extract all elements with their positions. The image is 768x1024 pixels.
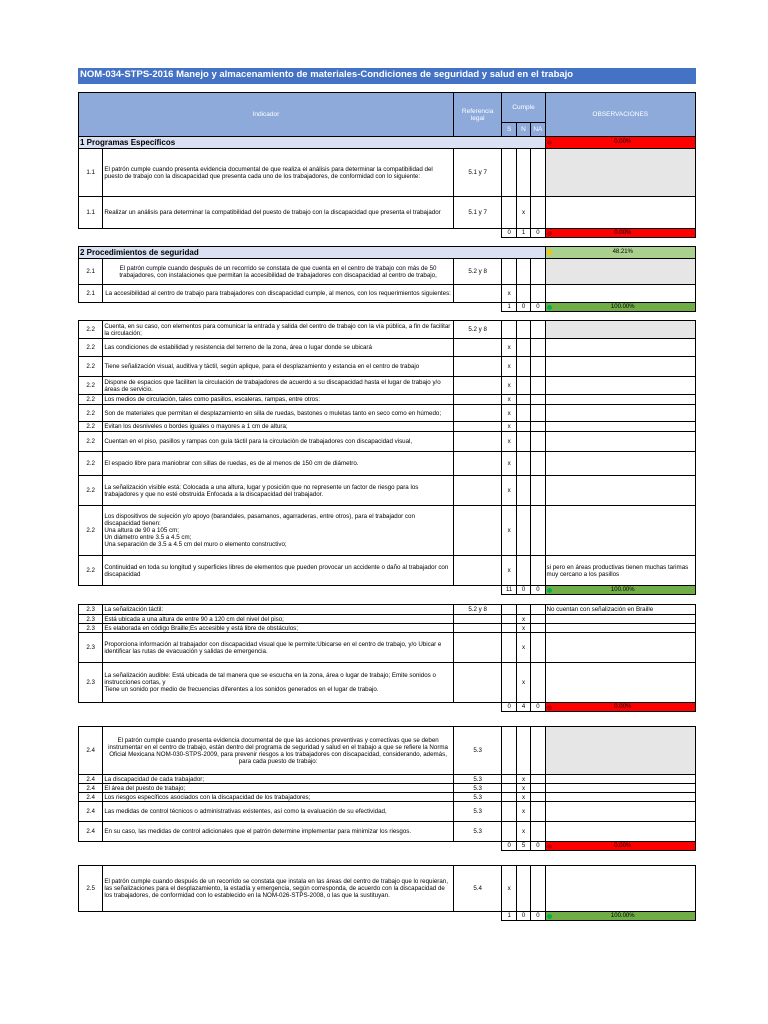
row-cumple-n[interactable]: x [516, 624, 530, 633]
row-cumple-na[interactable] [531, 727, 545, 775]
header-na: NA [531, 123, 545, 137]
row-indicator-text: En su caso, las medidas de control adicionales que el patrón determine implementar para minimizar los riesgos. [103, 822, 454, 842]
row-cumple-s[interactable] [502, 663, 516, 703]
totals-row [79, 912, 696, 921]
row-observaciones[interactable] [545, 395, 695, 405]
row-cumple-s[interactable]: x [502, 339, 516, 357]
row-cumple-n[interactable] [516, 149, 530, 197]
row-cumple-na[interactable] [531, 377, 545, 395]
row-cumple-s[interactable]: x [502, 285, 516, 303]
total-s: 0 [502, 703, 516, 712]
header-observaciones: OBSERVACIONES [545, 93, 695, 137]
row-number: 2.2 [79, 405, 103, 422]
row-number: 2.2 [79, 452, 103, 476]
row-observaciones[interactable] [545, 422, 695, 432]
total-s: 0 [502, 229, 516, 238]
row-cumple-n[interactable]: x [516, 663, 530, 703]
table-row [79, 775, 696, 784]
total-percentage-value: 0.00% [614, 229, 632, 236]
section-percentage-value: 0.00% [614, 139, 632, 145]
total-n: 0 [516, 586, 530, 595]
table-row [79, 395, 696, 405]
header-indicador: Indicador [79, 93, 454, 137]
row-cumple-s[interactable]: x [502, 866, 516, 912]
row-cumple-s[interactable] [502, 793, 516, 802]
total-n: 4 [516, 703, 530, 712]
total-s: 11 [502, 586, 516, 595]
row-cumple-s[interactable] [502, 633, 516, 663]
total-percentage [545, 229, 695, 238]
row-cumple-n[interactable] [516, 357, 530, 377]
row-reference [453, 663, 502, 703]
row-observaciones[interactable] [545, 377, 695, 395]
row-indicator-text: Las medidas de control técnicos o administrativas existentes, así como la evaluación de su efectividad, [103, 802, 454, 822]
row-cumple-s[interactable] [502, 615, 516, 624]
row-cumple-s[interactable]: x [502, 476, 516, 506]
row-reference: 5.4 [453, 866, 502, 912]
row-number: 2.3 [79, 633, 103, 663]
row-reference [453, 432, 502, 452]
row-cumple-n[interactable]: x [516, 775, 530, 784]
row-reference [453, 377, 502, 395]
row-cumple-n[interactable]: x [516, 633, 530, 663]
total-na: 0 [531, 842, 545, 851]
row-reference [453, 506, 502, 556]
total-na: 0 [531, 229, 545, 238]
row-cumple-na[interactable] [531, 285, 545, 303]
row-indicator-text: Los riesgos específicos asociados con la discapacidad de los trabajadores; [103, 793, 454, 802]
row-cumple-na[interactable] [531, 506, 545, 556]
row-number: 2.3 [79, 663, 103, 703]
row-cumple-n[interactable]: x [516, 197, 530, 229]
row-number: 2.4 [79, 802, 103, 822]
table-row [79, 802, 696, 822]
row-reference [453, 633, 502, 663]
row-number: 2.4 [79, 822, 103, 842]
row-observaciones[interactable] [545, 663, 695, 703]
row-cumple-s[interactable]: x [502, 377, 516, 395]
row-observaciones[interactable] [545, 197, 695, 229]
row-cumple-n[interactable] [516, 432, 530, 452]
row-reference [453, 357, 502, 377]
row-reference: 5.3 [453, 793, 502, 802]
row-observaciones[interactable] [545, 633, 695, 663]
row-indicator-text: Continuidad en toda su longitud y superficies libres de elementos que pueden provocar un accidente o daño al trabajador con discapacidad [103, 556, 454, 586]
row-observaciones[interactable] [545, 727, 695, 775]
status-dot-icon [547, 588, 552, 593]
row-number: 2.1 [79, 285, 103, 303]
row-indicator-text: Proporciona información al trabajador con discapacidad visual que le permite:Ubicarse en el centro de trabajo, y/o Ubicar e identificar las rutas de evacuación y salidas de emergencia. [103, 633, 454, 663]
total-s: 1 [502, 912, 516, 921]
row-cumple-na[interactable] [531, 339, 545, 357]
row-observaciones[interactable] [545, 802, 695, 822]
row-observaciones[interactable] [545, 321, 695, 339]
row-cumple-s[interactable] [502, 624, 516, 633]
table-row [79, 727, 696, 775]
table-header-row [79, 93, 696, 123]
row-indicator-text: La señalización táctil: [103, 605, 454, 615]
section-title: 1 Programas Específicos [79, 137, 546, 149]
row-reference: 5.2 y 8 [453, 321, 502, 339]
total-na: 0 [531, 912, 545, 921]
row-cumple-s[interactable]: x [502, 432, 516, 452]
table-row [79, 633, 696, 663]
row-cumple-n[interactable] [516, 506, 530, 556]
total-na: 0 [531, 703, 545, 712]
table-row [79, 556, 696, 586]
row-cumple-na[interactable] [531, 822, 545, 842]
row-cumple-na[interactable] [531, 197, 545, 229]
table-row [79, 624, 696, 633]
row-indicator-text: La accesibilidad al centro de trabajo para trabajadores con discapacidad cumple, al menos, con los requerimientos siguientes: [103, 285, 454, 303]
row-indicator-text: Cuenta, en su caso, con elementos para comunicar la entrada y salida del centro de trabajo con la vía pública, a fin de facilitar la circulación; [103, 321, 454, 339]
row-cumple-n[interactable]: x [516, 802, 530, 822]
header-cumple: Cumple [502, 93, 545, 123]
row-reference [453, 395, 502, 405]
row-cumple-n[interactable] [516, 422, 530, 432]
row-reference [453, 624, 502, 633]
table-row [79, 405, 696, 422]
total-na: 0 [531, 586, 545, 595]
table-row [79, 339, 696, 357]
row-cumple-na[interactable] [531, 432, 545, 452]
row-observaciones[interactable] [545, 615, 695, 624]
section-title: 2 Procedimientos de seguridad [79, 247, 546, 259]
table-row [79, 259, 696, 285]
row-indicator-text: Los dispositivos de sujeción y/o apoyo (barandales, pasamanos, agarraderas, entre otros), para el trabajador con discapacidad tienen: Una altura de 90 a 105 cm; Un diámetro entre 3.5 a 4.5 cm; Una separación de 3.5 a 4.5 cm del muro o elemento constructivo; [103, 506, 454, 556]
row-cumple-s[interactable] [502, 822, 516, 842]
row-number: 2.2 [79, 377, 103, 395]
section-percentage-value: 48.21% [612, 249, 633, 255]
row-observaciones[interactable] [545, 432, 695, 452]
total-n: 1 [516, 229, 530, 238]
row-indicator-text: Dispone de espacios que faciliten la circulación de trabajadores de acuerdo a su discapacidad hasta el lugar de trabajo y/o áreas de servicio. [103, 377, 454, 395]
row-reference: 5.3 [453, 775, 502, 784]
row-observaciones[interactable] [545, 339, 695, 357]
row-reference [453, 556, 502, 586]
row-cumple-n[interactable]: x [516, 793, 530, 802]
checklist-sheet [78, 68, 696, 921]
row-indicator-text: El espacio libre para maniobrar con sillas de ruedas, es de al menos de 150 cm de diámetro. [103, 452, 454, 476]
row-indicator-text: Son de materiales que permitan el desplazamiento en silla de ruedas, bastones o muletas tanto en seco como en húmedo; [103, 405, 454, 422]
row-cumple-s[interactable] [502, 784, 516, 793]
row-number: 2.4 [79, 727, 103, 775]
status-dot-icon [547, 231, 552, 236]
row-cumple-na[interactable] [531, 259, 545, 285]
status-dot-icon [547, 140, 552, 145]
totals-row [79, 229, 696, 238]
row-cumple-na[interactable] [531, 321, 545, 339]
table-row [79, 149, 696, 197]
row-observaciones[interactable] [545, 259, 695, 285]
row-indicator-text: Es elaborada en código Braille;Es accesible y está libre de obstáculos; [103, 624, 454, 633]
row-cumple-s[interactable] [502, 259, 516, 285]
total-s: 0 [502, 842, 516, 851]
row-cumple-na[interactable] [531, 793, 545, 802]
row-cumple-na[interactable] [531, 784, 545, 793]
row-cumple-n[interactable]: x [516, 784, 530, 793]
row-cumple-n[interactable] [516, 259, 530, 285]
row-number: 2.2 [79, 357, 103, 377]
row-indicator-text: Los medios de circulación, tales como pasillos, escaleras, rampas, entre otros: [103, 395, 454, 405]
checklist-table [78, 92, 696, 921]
row-reference: 5.3 [453, 784, 502, 793]
table-row [79, 321, 696, 339]
row-cumple-s[interactable]: x [502, 506, 516, 556]
table-row [79, 663, 696, 703]
row-number: 2.2 [79, 556, 103, 586]
table-row [79, 866, 696, 912]
row-indicator-text: La señalización audible: Está ubicada de tal manera que se escucha en la zona, área o lugar de trabajo; Emite sonidos o instrucciones cortas, y Tiene un sonido por medio de frecuencias diferentes a los sonidos generados en el lugar de trabajo. [103, 663, 454, 703]
total-percentage [545, 703, 695, 712]
row-indicator-text: Las condiciones de estabilidad y resistencia del terreno de la zona, área o lugar donde se ubicará [103, 339, 454, 357]
section-header-row [79, 247, 696, 259]
status-dot-icon [547, 914, 552, 919]
row-cumple-n[interactable] [516, 476, 530, 506]
totals-row [79, 842, 696, 851]
row-cumple-na[interactable] [531, 605, 545, 615]
table-row [79, 605, 696, 615]
status-dot-icon [547, 250, 552, 255]
row-number: 2.2 [79, 506, 103, 556]
row-indicator-text: El área del puesto de trabajo; [103, 784, 454, 793]
row-indicator-text: La señalización visible está: Colocada a una altura, lugar y posición que no represente un factor de riesgo para los trabajadores y que no esté obstruida Enfocada a la discapacidad del trabajador. [103, 476, 454, 506]
section-header-row [79, 137, 696, 149]
status-dot-icon [547, 705, 552, 710]
row-cumple-na[interactable] [531, 405, 545, 422]
row-indicator-text: Evitan los desniveles o bordes iguales o mayores a 1 cm de altura; [103, 422, 454, 432]
table-row [79, 377, 696, 395]
row-number: 1.1 [79, 149, 103, 197]
total-percentage-value: 100.00% [610, 303, 635, 310]
row-observaciones[interactable] [545, 506, 695, 556]
row-number: 2.3 [79, 615, 103, 624]
row-cumple-s[interactable]: x [502, 422, 516, 432]
row-indicator-text: Realizar un análisis para determinar la compatibilidad del puesto de trabajo con la discapacidad que presenta el trabajador [103, 197, 454, 229]
row-cumple-na[interactable] [531, 866, 545, 912]
row-number: 2.4 [79, 775, 103, 784]
row-reference: 5.3 [453, 727, 502, 775]
row-reference [453, 422, 502, 432]
total-percentage-value: 100.00% [610, 586, 635, 593]
row-indicator-text: Cuentan en el piso, pasillos y rampas con guía táctil para la circulación de trabajadores con discapacidad visual, [103, 432, 454, 452]
row-number: 2.2 [79, 422, 103, 432]
row-cumple-n[interactable] [516, 339, 530, 357]
row-cumple-n[interactable] [516, 556, 530, 586]
row-cumple-na[interactable] [531, 149, 545, 197]
row-cumple-n[interactable] [516, 866, 530, 912]
row-cumple-s[interactable] [502, 321, 516, 339]
total-percentage [545, 303, 695, 312]
row-cumple-na[interactable] [531, 452, 545, 476]
row-observaciones[interactable] [545, 822, 695, 842]
row-reference [453, 615, 502, 624]
table-row [79, 452, 696, 476]
table-row [79, 822, 696, 842]
row-reference: 5.3 [453, 802, 502, 822]
status-dot-icon [547, 844, 552, 849]
row-cumple-s[interactable] [502, 802, 516, 822]
row-cumple-na[interactable] [531, 775, 545, 784]
row-indicator-text: El patrón cumple cuando después de un recorrido se constata que instala en las áreas del centro de trabajo que lo requieran, las señalizaciones para el desplazamiento, la estadía y emergencia, según corresponda, de acuerdo con la discapacidad de los trabajadores, de conformidad con lo establecido en la NOM-026-STPS-2008, o las que la sustituyan. [103, 866, 454, 912]
row-number: 2.3 [79, 605, 103, 615]
row-observaciones[interactable] [545, 624, 695, 633]
total-percentage-value: 0.00% [614, 703, 632, 710]
status-dot-icon [547, 305, 552, 310]
row-reference [453, 285, 502, 303]
row-observaciones[interactable] [545, 784, 695, 793]
header-referencia: Referencia legal [453, 93, 502, 137]
row-cumple-n[interactable] [516, 285, 530, 303]
row-number: 2.4 [79, 784, 103, 793]
row-number: 2.1 [79, 259, 103, 285]
row-cumple-s[interactable]: x [502, 395, 516, 405]
totals-row [79, 703, 696, 712]
total-n: 5 [516, 842, 530, 851]
row-indicator-text: El patrón cumple cuando presenta evidencia documental de que las acciones preventivas y correctivas que se deben instrumentar en el centro de trabajo, están dentro del programa de seguridad y salud en el trabajo a que se refiere la Norma Oficial Mexicana NOM-030-STPS-2009, para prevenir riesgos a los trabajadores con discapacidad, considerando, además, para cada puesto de trabajo: [103, 727, 454, 775]
total-s: 1 [502, 303, 516, 312]
row-cumple-s[interactable] [502, 775, 516, 784]
row-observaciones[interactable] [545, 476, 695, 506]
table-row [79, 793, 696, 802]
row-cumple-s[interactable]: x [502, 405, 516, 422]
row-observaciones[interactable] [545, 452, 695, 476]
total-percentage-value: 0.00% [614, 842, 632, 849]
row-indicator-text: La discapacidad de cada trabajador; [103, 775, 454, 784]
header-s: S [502, 123, 516, 137]
row-cumple-s[interactable] [502, 727, 516, 775]
table-row [79, 784, 696, 793]
row-cumple-s[interactable]: x [502, 452, 516, 476]
row-observaciones[interactable]: No cuentan con señalización en Braille [545, 605, 695, 615]
row-cumple-n[interactable] [516, 395, 530, 405]
row-observaciones[interactable] [545, 149, 695, 197]
row-number: 2.2 [79, 395, 103, 405]
row-cumple-s[interactable]: x [502, 556, 516, 586]
row-indicator-text: Tiene señalización visual, auditiva y táctil, según aplique, para el desplazamiento y estancia en el centro de trabajo [103, 357, 454, 377]
row-observaciones[interactable] [545, 285, 695, 303]
total-percentage [545, 586, 695, 595]
row-number: 2.4 [79, 793, 103, 802]
total-na: 0 [531, 303, 545, 312]
row-cumple-s[interactable] [502, 149, 516, 197]
row-indicator-text: El patrón cumple cuando presenta evidencia documental de que realiza el análisis para determinar la compatibilidad del puesto de trabajo con la discapacidad que presenta cada uno de los trabajadores, de conformidad con lo siguiente: [103, 149, 454, 197]
row-cumple-n[interactable]: x [516, 615, 530, 624]
row-cumple-n[interactable] [516, 377, 530, 395]
row-cumple-na[interactable] [531, 663, 545, 703]
row-cumple-na[interactable] [531, 422, 545, 432]
row-observaciones[interactable] [545, 405, 695, 422]
row-number: 2.2 [79, 321, 103, 339]
row-cumple-na[interactable] [531, 802, 545, 822]
row-cumple-n[interactable] [516, 452, 530, 476]
row-cumple-s[interactable]: x [502, 357, 516, 377]
row-cumple-n[interactable] [516, 405, 530, 422]
totals-row [79, 586, 696, 595]
sheet-title: NOM-034-STPS-2016 Manejo y almacenamiento de materiales-Condiciones de seguridad y salud en el trabajo [78, 68, 696, 84]
row-number: 2.2 [79, 432, 103, 452]
table-row [79, 432, 696, 452]
row-reference: 5.3 [453, 822, 502, 842]
row-indicator-text: El patrón cumple cuando después de un recorrido se constata de que cuenta en el centro de trabajo con más de 50 trabajadores, con instalaciones que permitan la accesibilidad de trabajadores con discapacidad al centro de trabajo, [103, 259, 454, 285]
row-cumple-na[interactable] [531, 624, 545, 633]
row-number: 2.2 [79, 476, 103, 506]
row-cumple-s[interactable] [502, 605, 516, 615]
total-percentage-value: 100.00% [610, 912, 635, 919]
table-row [79, 422, 696, 432]
row-number: 2.2 [79, 339, 103, 357]
row-observaciones[interactable] [545, 357, 695, 377]
row-reference [453, 405, 502, 422]
row-cumple-na[interactable] [531, 395, 545, 405]
total-percentage [545, 912, 695, 921]
row-cumple-n[interactable]: x [516, 822, 530, 842]
row-cumple-n[interactable] [516, 605, 530, 615]
section-percentage [545, 137, 695, 149]
row-reference: 5.1 y 7 [453, 197, 502, 229]
table-row [79, 476, 696, 506]
table-row [79, 506, 696, 556]
row-cumple-na[interactable] [531, 615, 545, 624]
header-n: N [516, 123, 530, 137]
row-observaciones[interactable] [545, 793, 695, 802]
totals-row [79, 303, 696, 312]
row-cumple-s[interactable] [502, 197, 516, 229]
row-cumple-na[interactable] [531, 476, 545, 506]
table-row [79, 285, 696, 303]
row-reference: 5.2 y 8 [453, 259, 502, 285]
row-observaciones[interactable] [545, 775, 695, 784]
row-cumple-na[interactable] [531, 556, 545, 586]
row-reference: 5.1 y 7 [453, 149, 502, 197]
row-number: 2.5 [79, 866, 103, 912]
table-row [79, 615, 696, 624]
section-percentage [545, 247, 695, 259]
table-row [79, 357, 696, 377]
row-reference [453, 476, 502, 506]
row-reference: 5.2 y 8 [453, 605, 502, 615]
row-number: 1.1 [79, 197, 103, 229]
row-observaciones[interactable]: si pero en áreas productivas tienen muchas tarimas muy cercano a los pasillos [545, 556, 695, 586]
row-cumple-n[interactable] [516, 321, 530, 339]
row-cumple-n[interactable] [516, 727, 530, 775]
row-number: 2.3 [79, 624, 103, 633]
row-indicator-text: Está ubicada a una altura de entre 90 a 120 cm del nivel del piso; [103, 615, 454, 624]
row-reference [453, 452, 502, 476]
table-row [79, 197, 696, 229]
row-cumple-na[interactable] [531, 357, 545, 377]
total-percentage [545, 842, 695, 851]
row-reference [453, 339, 502, 357]
row-observaciones[interactable] [545, 866, 695, 912]
row-cumple-na[interactable] [531, 633, 545, 663]
total-n: 0 [516, 303, 530, 312]
total-n: 0 [516, 912, 530, 921]
